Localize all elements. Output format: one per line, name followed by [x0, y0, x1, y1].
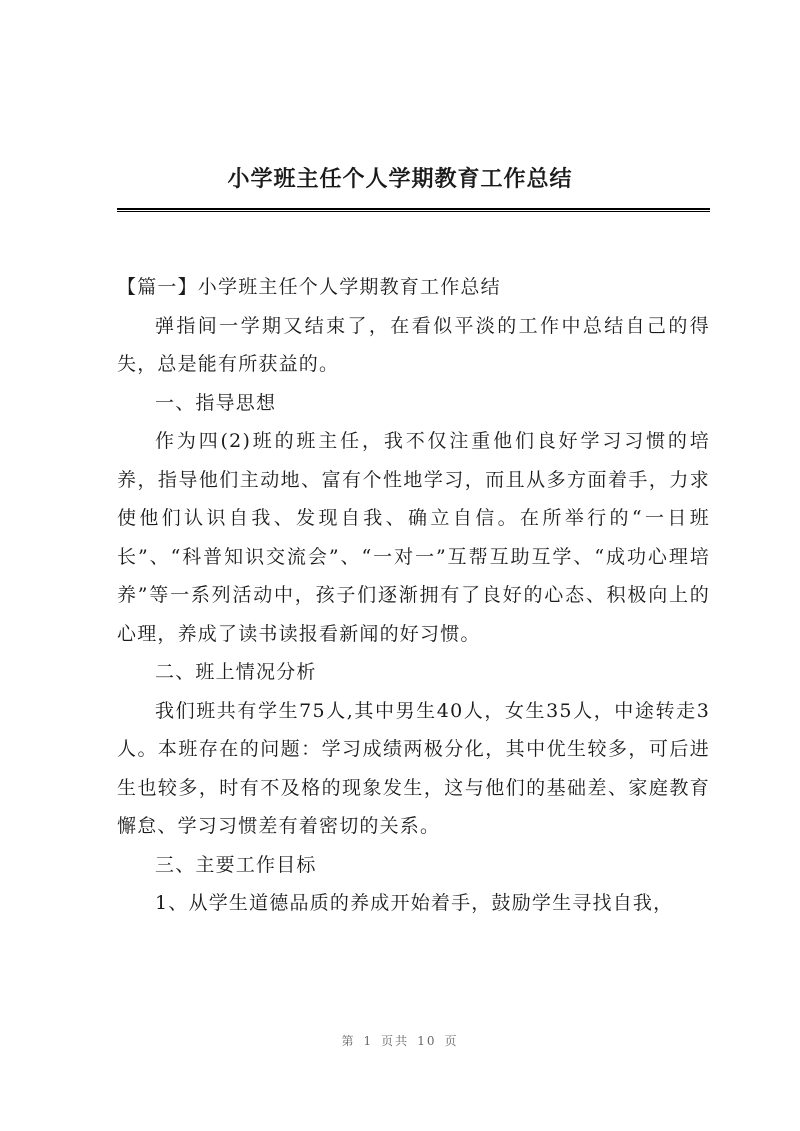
document-title: 小学班主任个人学期教育工作总结 [227, 166, 573, 192]
title-divider [117, 208, 710, 212]
page-footer [0, 1032, 800, 1049]
footer-label-of: 页共 [381, 1034, 410, 1048]
section-heading-3: 三、主要工作目标 [155, 853, 317, 876]
footer-label-page: 第 [341, 1034, 356, 1048]
footer-label-end: 页 [444, 1034, 459, 1048]
paragraph-intro: 弹指间一学期又结束了，在看似平淡的工作中总结自己的得失，总是能有所获益的。 [117, 314, 710, 375]
paragraph-goal-1: 1、从学生道德品质的养成开始着手，鼓励学生寻找自我， [155, 892, 674, 914]
paragraph-guiding-ideas: 作为四(2)班的班主任，我不仅注重他们良好学习习惯的培养，指导他们主动地、富有个性地学习，而且从多方面着手，力求使他们认识自我、发现自我、确立自信。在所举行的“一日班长”、“科普知识交流会”、“一对一”互帮互助互学、“成功心理培养”等一系列活动中，孩子们逐渐拥有了良好的心态、积极向上的心理，养成了读书读报看新闻的好习惯。 [117, 430, 710, 645]
section-heading-1: 一、指导思想 [155, 391, 277, 414]
document-body [117, 268, 710, 923]
section-heading-2: 二、班上情况分析 [155, 661, 317, 683]
article-heading: 【篇一】小学班主任个人学期教育工作总结 [117, 276, 501, 298]
footer-current-page: 1 [363, 1034, 374, 1048]
paragraph-class-analysis: 我们班共有学生75人,其中男生40人，女生35人，中途转走3人。本班存在的问题：学习成绩两极分化，其中优生较多，可后进生也较多，时有不及格的现象发生，这与他们的基础差、家庭教育懈怠、学习习惯差有着密切的关系。 [117, 699, 710, 837]
footer-total-pages: 10 [417, 1034, 437, 1048]
